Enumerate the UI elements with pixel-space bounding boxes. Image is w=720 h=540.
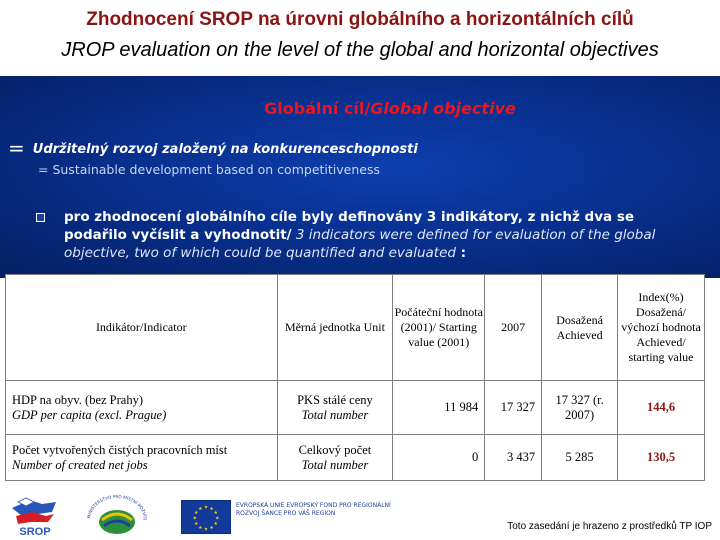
eu-flag-icon bbox=[181, 500, 231, 534]
unit-czech: Celkový počet bbox=[298, 442, 372, 457]
header-achieved: Dosažená Achieved bbox=[542, 275, 618, 381]
funding-note: Toto zasedání je hrazeno z prostředků TP IOP bbox=[507, 521, 712, 532]
table-header-row bbox=[6, 275, 705, 381]
svg-text:★: ★ bbox=[203, 527, 209, 533]
svg-text:★: ★ bbox=[198, 507, 203, 513]
global-objective-heading bbox=[0, 99, 720, 118]
indicator-cell bbox=[6, 381, 278, 435]
bullet-text-czech: pro zhodnocení globálního cíle byly definovány 3 indikátory, z nichž dva se podařilo vyčíslit a vyhodnotit/ bbox=[64, 209, 635, 243]
svg-text:★: ★ bbox=[209, 526, 214, 532]
eu-fund-text: EVROPSKÁ UNIE EVROPSKÝ FOND PRO REGIONÁLNÍ ROZVOJ ŠANCE PRO VÁŠ REGION bbox=[236, 502, 391, 517]
svg-text:★: ★ bbox=[203, 505, 209, 511]
svg-text:★: ★ bbox=[192, 516, 197, 522]
header-index: Index(%) Dosažená/ výchozí hodnota Achieved/ starting value bbox=[618, 275, 705, 381]
objective-statement-english: = Sustainable development based on competitiveness bbox=[38, 162, 380, 177]
unit-cell bbox=[277, 381, 393, 435]
svg-text:★: ★ bbox=[215, 516, 220, 522]
achieved-value-cell: 5 285 bbox=[542, 435, 618, 481]
ministry-logo-text: MINISTERSTVO PRO MÍSTNÍ ROZVOJ bbox=[86, 494, 149, 520]
unit-english: Total number bbox=[301, 457, 369, 472]
srop-logo bbox=[8, 494, 62, 538]
unit-cell bbox=[277, 435, 393, 481]
bullet-text-english: 3 indicators were defined for evaluation of the global objective, two of which could be quantified and evaluated bbox=[64, 227, 656, 261]
svg-text:★: ★ bbox=[213, 511, 218, 517]
value-2007-cell: 17 327 bbox=[485, 381, 542, 435]
objective-statement-czech bbox=[8, 136, 418, 160]
indicator-name-english: GDP per capita (excl. Prague) bbox=[12, 407, 167, 422]
index-value-cell: 130,5 bbox=[618, 435, 705, 481]
indicator-name-english: Number of created net jobs bbox=[12, 457, 148, 472]
svg-text:★: ★ bbox=[213, 522, 218, 528]
indicator-cell bbox=[6, 435, 278, 481]
unit-english: Total number bbox=[301, 407, 369, 422]
header-indicator: Indikátor/Indicator bbox=[6, 275, 278, 381]
starting-value-cell: 0 bbox=[393, 435, 485, 481]
value-2007-cell: 3 437 bbox=[485, 435, 542, 481]
srop-logo-text: SROP bbox=[19, 526, 51, 538]
indicator-name-czech: Počet vytvořených čistých pracovních míst bbox=[12, 442, 228, 457]
bullet-text-tail: : bbox=[455, 245, 467, 261]
global-objective-heading-english: Global objective bbox=[370, 99, 516, 118]
header-unit: Měrná jednotka Unit bbox=[277, 275, 393, 381]
equals-sign: = bbox=[8, 136, 25, 160]
indicator-table bbox=[5, 274, 705, 481]
header-2007: 2007 bbox=[485, 275, 542, 381]
achieved-value-cell: 17 327 (r. 2007) bbox=[542, 381, 618, 435]
global-objective-heading-czech: Globální cíl/ bbox=[264, 99, 371, 118]
indicator-name-czech: HDP na obyv. (bez Prahy) bbox=[12, 392, 143, 407]
slide-title-english: JROP evaluation on the level of the global and horizontal objectives bbox=[61, 39, 659, 61]
objective-statement-czech-text: Udržitelný rozvoj založený na konkurenceschopnosti bbox=[32, 142, 418, 157]
bullet-text bbox=[64, 208, 684, 262]
table-row bbox=[6, 435, 705, 481]
svg-text:★: ★ bbox=[198, 526, 203, 532]
square-bullet-icon bbox=[36, 213, 45, 222]
unit-czech: PKS stálé ceny bbox=[297, 392, 373, 407]
svg-text:★: ★ bbox=[194, 522, 199, 528]
index-value-cell: 144,6 bbox=[618, 381, 705, 435]
table-row bbox=[6, 381, 705, 435]
ministry-logo bbox=[84, 494, 150, 538]
slide-title-czech: Zhodnocení SROP na úrovni globálního a horizontálních cílů bbox=[86, 9, 634, 30]
svg-text:★: ★ bbox=[209, 507, 214, 513]
starting-value-cell: 11 984 bbox=[393, 381, 485, 435]
slide-header bbox=[0, 0, 720, 72]
header-starting-value: Počáteční hodnota (2001)/ Starting value (2001) bbox=[393, 275, 485, 381]
svg-text:★: ★ bbox=[194, 511, 199, 517]
